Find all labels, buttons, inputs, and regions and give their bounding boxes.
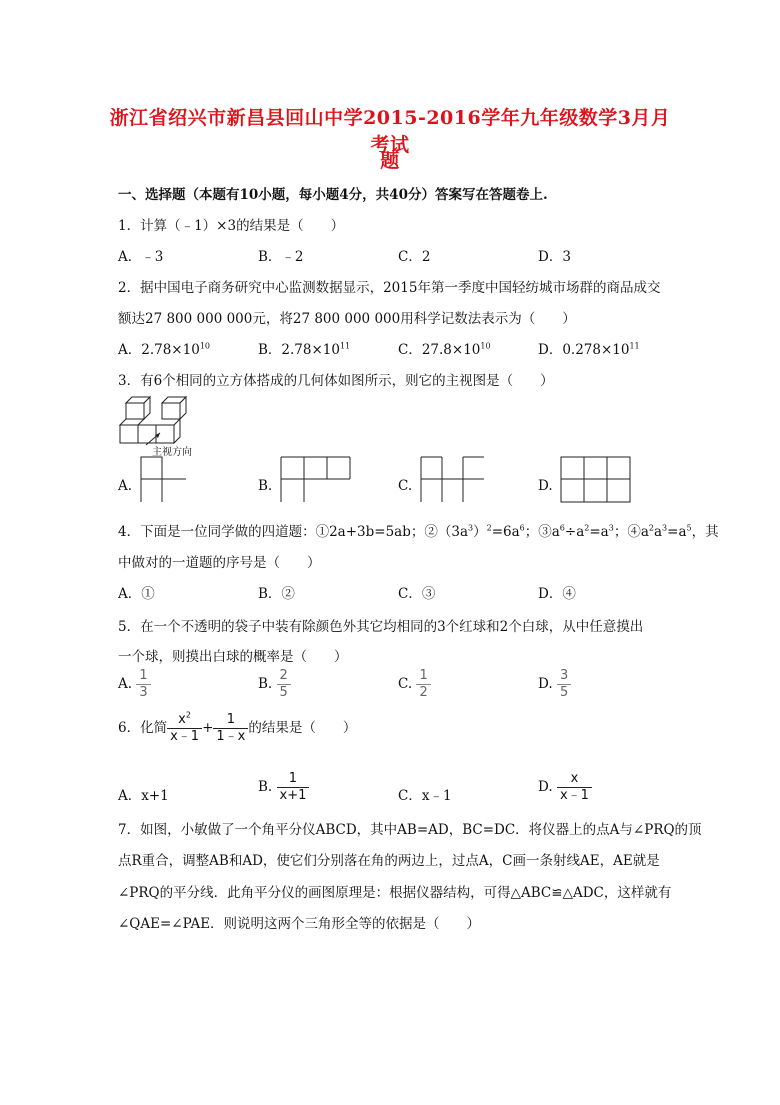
q5-option-c-fraction: $\frac{1}{2}$ bbox=[416, 668, 430, 701]
q4-option-d: D．④ bbox=[538, 586, 576, 602]
q5-option-a-fraction: $\frac{1}{3}$ bbox=[136, 668, 150, 701]
q5-option-d: D. $\frac{3}{5}$ bbox=[538, 668, 571, 701]
q5-stem-line2: 一个球，则摸出白球的概率是（ ） bbox=[118, 649, 348, 665]
q5-stem-line1: 5．在一个不透明的袋子中装有除颜色外其它均相同的3个红球和2个白球，从中任意摸出 bbox=[118, 619, 644, 635]
q6-stem: 6．化简 $\frac{x^2}{x﹣1}$ + $\frac{1}{1﹣x}$ 的结果是（ ） bbox=[118, 710, 357, 744]
q2-option-b: B．$2.78\times 10^{11}$ bbox=[258, 341, 351, 358]
q3-option-c-figure bbox=[418, 454, 488, 504]
q6-fraction-1: $\frac{x^2}{x﹣1}$ bbox=[167, 712, 202, 745]
q1-option-a: A．﹣3 bbox=[118, 249, 164, 265]
q4-stem-line2: 中做对的一道题的序号是（ ） bbox=[118, 555, 321, 571]
q2-option-a: A．$2.78\times 10^{10}$ bbox=[118, 341, 210, 358]
q6-option-a: A．x+1 bbox=[118, 788, 169, 804]
q2-option-c: C．$27.8\times 10^{10}$ bbox=[398, 341, 491, 358]
q5-option-a: A. $\frac{1}{3}$ bbox=[118, 668, 151, 701]
q1-option-b: B．﹣2 bbox=[258, 249, 304, 265]
q6-option-d-fraction: $\frac{x}{x﹣1}$ bbox=[557, 771, 592, 804]
exam-title-line1: 浙江省绍兴市新昌县回山中学2015-2016学年九年级数学3月月考试 bbox=[109, 107, 671, 156]
q1-option-c: C．2 bbox=[398, 249, 431, 265]
q1-option-d: D．3 bbox=[538, 249, 571, 265]
q6-option-b-fraction: $\frac{1}{x+1}$ bbox=[277, 771, 310, 804]
q6-option-d: D. $\frac{x}{x﹣1}$ bbox=[538, 771, 592, 804]
q3-option-b-figure bbox=[278, 454, 358, 504]
q2-stem-line1: 2．据中国电子商务研究中心监测数据显示，2015年第一季度中国轻纺城市场群的商品成交 bbox=[118, 280, 661, 296]
q3-option-d-figure bbox=[558, 454, 638, 504]
q7-stem-line2: 点R重合，调整AB和AD，使它们分别落在角的两边上，过点A，C画一条射线AE，AE就是 bbox=[118, 853, 660, 869]
q3-stem: 3．有6个相同的立方体搭成的几何体如图所示，则它的主视图是（ ） bbox=[118, 373, 554, 389]
q7-stem-line1: 7．如图，小敏做了一个角平分仪ABCD，其中AB=AD，BC=DC．将仪器上的点A与∠PRQ的顶 bbox=[118, 822, 702, 838]
q5-option-b-fraction: $\frac{2}{5}$ bbox=[277, 668, 291, 701]
q4-stem-line1: 4．下面是一位同学做的四道题：①2a+3b=5ab；$②(3a^3)^2=6a^6$；$③a^6\div a^2=a^3$；$④a^2a^3=a^5$，其 bbox=[118, 523, 719, 540]
q3-option-d: D. bbox=[538, 478, 553, 494]
q3-view-direction-label: 主视方向 bbox=[152, 447, 192, 458]
q5-option-c: C. $\frac{1}{2}$ bbox=[398, 668, 431, 701]
exam-title-line2: 题 bbox=[380, 150, 400, 172]
q6-option-c: C．x﹣1 bbox=[398, 788, 452, 804]
q3-option-b: B. bbox=[258, 478, 273, 494]
q3-option-a: A. bbox=[118, 478, 133, 494]
q2-option-d: D．$0.278\times 10^{11}$ bbox=[538, 341, 640, 358]
q5-option-d-fraction: $\frac{3}{5}$ bbox=[557, 668, 571, 701]
q6-fraction-2: $\frac{1}{1﹣x}$ bbox=[213, 712, 248, 745]
section-heading: 一、选择题（本题有10小题，每小题4分，共40分）答案写在答题卷上. bbox=[118, 187, 548, 203]
q3-option-c: C. bbox=[398, 478, 413, 494]
q7-stem-line3: ∠PRQ的平分线．此角平分仪的画图原理是：根据仪器结构，可得△ABC≌△ADC，这样就有 bbox=[118, 885, 672, 901]
q2-stem-line2: 额达27 800 000 000元，将27 800 000 000用科学记数法表示为（ ） bbox=[118, 311, 576, 327]
q6-option-b: B. $\frac{1}{x+1}$ bbox=[258, 771, 309, 804]
q5-option-b: B. $\frac{2}{5}$ bbox=[258, 668, 291, 701]
q4-option-a: A．① bbox=[118, 586, 155, 602]
q3-option-a-figure bbox=[138, 454, 198, 504]
q1-stem: 1．计算（﹣1）×3的结果是（ ） bbox=[118, 218, 345, 234]
q4-option-b: B．② bbox=[258, 586, 295, 602]
q4-option-c: C．③ bbox=[398, 586, 436, 602]
q7-stem-line4: ∠QAE=∠PAE．则说明这两个三角形全等的依据是（ ） bbox=[118, 916, 481, 932]
